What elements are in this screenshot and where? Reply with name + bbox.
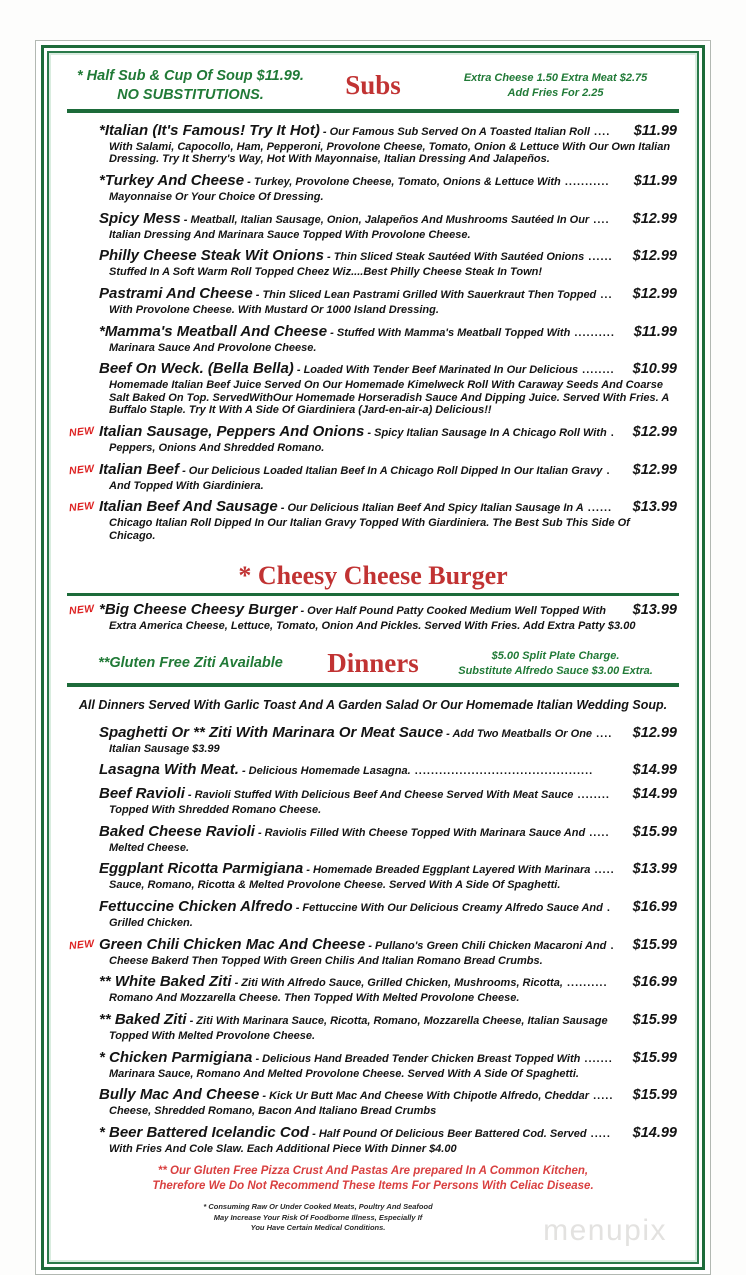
subs-item-list bbox=[67, 122, 679, 543]
item-description-continued: With Fries And Cole Slaw. Each Additional Piece With Dinner $4.00 bbox=[109, 1142, 457, 1155]
menu-item-line bbox=[99, 172, 677, 190]
item-name: ** White Baked Ziti bbox=[99, 973, 232, 991]
menu-item-text bbox=[99, 360, 629, 378]
item-name: *Turkey And Cheese bbox=[99, 171, 245, 189]
item-description: - Pullano's Green Chili Chicken Macaroni And bbox=[365, 939, 607, 952]
item-name: Italian Beef And Sausage bbox=[99, 498, 278, 516]
item-name: ** Baked Ziti bbox=[99, 1011, 187, 1029]
item-name: Pastrami And Cheese bbox=[99, 284, 253, 302]
cheesy-burger-section-title: * Cheesy Cheese Burger bbox=[238, 560, 508, 590]
dot-leader: ...... bbox=[583, 502, 613, 515]
menu-item-line bbox=[99, 323, 677, 341]
menupix-watermark: menupix bbox=[543, 1213, 667, 1247]
new-badge: NEW bbox=[68, 602, 95, 617]
menu-item bbox=[69, 172, 677, 204]
dot-leader: .... bbox=[589, 213, 610, 226]
item-description-continued: Italian Dressing And Marinara Sauce Topped With Provolone Cheese. bbox=[109, 228, 471, 241]
item-description-continued: Sauce, Romano, Ricotta & Melted Provolone Cheese. Served With A Side Of Spaghetti. bbox=[109, 879, 561, 892]
menu-item-line bbox=[99, 1124, 677, 1142]
menu-item-text bbox=[99, 247, 629, 265]
menu-item bbox=[69, 601, 677, 633]
item-price: $12.99 bbox=[632, 724, 677, 741]
menu-frame-outer bbox=[35, 40, 711, 1275]
dot-leader: .......... bbox=[562, 977, 608, 990]
dinners-item-list bbox=[67, 724, 679, 1156]
item-name: Lasagna With Meat. bbox=[99, 761, 239, 779]
new-badge: NEW bbox=[68, 500, 95, 515]
menu-item-text bbox=[99, 423, 629, 441]
dot-leader: . bbox=[602, 902, 611, 915]
extra-cheese-meat-note: Extra Cheese 1.50 Extra Meat $2.75 bbox=[463, 72, 648, 84]
item-description-continued: With Provolone Cheese. With Mustard Or 1000 Island Dressing. bbox=[109, 303, 439, 316]
item-name: * Beer Battered Icelandic Cod bbox=[99, 1123, 310, 1141]
menu-item-line bbox=[99, 122, 677, 140]
menu-item bbox=[69, 498, 677, 542]
item-description-continued: Grilled Chicken. bbox=[109, 917, 193, 930]
menu-item-text bbox=[99, 1011, 629, 1029]
item-description: - Spicy Italian Sausage In A Chicago Roll With bbox=[364, 427, 607, 440]
menu-item-line bbox=[99, 1011, 677, 1029]
item-description: - Our Delicious Italian Beef And Spicy Italian Sausage In A bbox=[277, 502, 584, 515]
item-name: * Chicken Parmigiana bbox=[99, 1048, 253, 1066]
menu-item-text bbox=[99, 936, 629, 954]
item-description: - Our Delicious Loaded Italian Beef In A Chicago Roll Dipped In Our Italian Gravy bbox=[179, 464, 603, 477]
dot-leader: . bbox=[606, 939, 615, 952]
menu-item-text bbox=[99, 498, 629, 516]
menu-item-line bbox=[99, 973, 677, 991]
menu-item bbox=[69, 1011, 677, 1043]
menu-item-text bbox=[99, 724, 629, 742]
menu-item-text bbox=[99, 285, 629, 303]
item-price: $14.99 bbox=[632, 762, 677, 779]
item-name: Philly Cheese Steak Wit Onions bbox=[99, 247, 324, 265]
consumption-disclaimer bbox=[67, 1202, 569, 1234]
item-description: - Loaded With Tender Beef Marinated In Our Delicious bbox=[293, 364, 579, 377]
dot-leader: .... bbox=[592, 727, 613, 740]
item-price: $13.99 bbox=[632, 861, 677, 878]
item-name: Italian Beef bbox=[99, 460, 180, 478]
menu-item-line bbox=[99, 1086, 677, 1104]
menu-item-line bbox=[99, 247, 677, 265]
menu-item-line bbox=[99, 823, 677, 841]
menu-item-text bbox=[99, 973, 629, 991]
item-name: *Mamma's Meatball And Cheese bbox=[99, 322, 328, 340]
item-description-continued: Marinara Sauce, Romano And Melted Provolone Cheese. Served With A Side Of Spaghetti. bbox=[109, 1067, 579, 1080]
item-description: - Raviolis Filled With Cheese Topped With Marinara Sauce And bbox=[254, 826, 586, 839]
menu-item-line bbox=[99, 285, 677, 303]
item-description: - Meatball, Italian Sausage, Onion, Jalapeños And Mushrooms Sautéed In Our bbox=[180, 213, 590, 226]
menu-item bbox=[69, 761, 677, 779]
dinners-right-note bbox=[432, 649, 679, 679]
item-description: - Over Half Pound Patty Cooked Medium Well Topped With bbox=[297, 604, 606, 617]
gluten-free-warning bbox=[67, 1164, 679, 1194]
item-description: - Stuffed With Mamma's Meatball Topped With bbox=[327, 326, 571, 339]
item-price: $11.99 bbox=[633, 323, 677, 340]
item-description: - Half Pound Of Delicious Beer Battered Cod. Served bbox=[309, 1127, 587, 1140]
item-name: Spicy Mess bbox=[99, 209, 181, 227]
dot-leader: ..... bbox=[589, 1090, 614, 1103]
dot-leader: ..... bbox=[585, 826, 610, 839]
menu-frame-border bbox=[41, 45, 705, 1270]
item-name: Green Chili Chicken Mac And Cheese bbox=[99, 935, 366, 953]
substitute-alfredo-note: Substitute Alfredo Sauce $3.00 Extra. bbox=[458, 664, 653, 677]
menu-item-text bbox=[99, 785, 629, 803]
menu-item-line bbox=[99, 761, 677, 779]
item-description: - Ziti With Marinara Sauce, Ricotta, Romano, Mozzarella Cheese, Italian Sausage bbox=[186, 1015, 608, 1028]
menu-item bbox=[69, 247, 677, 279]
item-name: Spaghetti Or ** Ziti With Marinara Or Meat Sauce bbox=[99, 723, 444, 741]
menu-item-text bbox=[99, 323, 630, 341]
menu-item-text bbox=[99, 761, 629, 779]
item-price: $14.99 bbox=[632, 786, 677, 803]
dot-leader: ........ bbox=[578, 364, 615, 377]
menu-frame-inner bbox=[47, 51, 699, 1264]
menu-item-line bbox=[99, 498, 677, 516]
item-price: $15.99 bbox=[632, 1049, 677, 1066]
menu-item-line bbox=[99, 936, 677, 954]
menu-item bbox=[69, 122, 677, 166]
gluten-free-ziti-note: **Gluten Free Ziti Available bbox=[98, 655, 283, 672]
menu-item bbox=[69, 724, 677, 756]
menu-item-text bbox=[99, 1049, 629, 1067]
item-description: - Kick Ur Butt Mac And Cheese With Chipotle Alfredo, Cheddar bbox=[259, 1090, 590, 1103]
menu-item-line bbox=[99, 898, 677, 916]
dot-leader: ..... bbox=[590, 864, 615, 877]
item-description-continued: Romano And Mozzarella Cheese. Then Topped With Melted Provolone Cheese. bbox=[109, 992, 520, 1005]
item-name: Eggplant Ricotta Parmigiana bbox=[99, 860, 304, 878]
item-description: - Delicious Hand Breaded Tender Chicken Breast Topped With bbox=[252, 1052, 581, 1065]
menu-item-text bbox=[99, 898, 629, 916]
dot-leader: .... bbox=[589, 125, 611, 138]
dot-leader: ....... bbox=[580, 1052, 613, 1065]
subs-right-note bbox=[432, 71, 679, 101]
menu-item bbox=[69, 360, 677, 417]
gluten-warning-line2: Therefore We Do Not Recommend These Items For Persons With Celiac Disease. bbox=[152, 1179, 594, 1192]
item-description: - Add Two Meatballs Or One bbox=[443, 727, 593, 740]
subs-left-note bbox=[67, 67, 314, 105]
item-description: - Delicious Homemade Lasagna. bbox=[238, 765, 411, 778]
menu-item-text bbox=[99, 210, 629, 228]
menu-item-line bbox=[99, 423, 677, 441]
dot-leader: ..... bbox=[586, 1127, 611, 1140]
menu-item-line bbox=[99, 601, 677, 619]
menu-item-text bbox=[99, 172, 630, 190]
no-substitutions-note: NO SUBSTITUTIONS. bbox=[117, 86, 264, 103]
menu-item bbox=[69, 860, 677, 892]
item-description-continued: Mayonnaise Or Your Choice Of Dressing. bbox=[109, 190, 324, 203]
new-badge: NEW bbox=[68, 424, 95, 440]
menu-item-line bbox=[99, 461, 677, 479]
item-description-continued: Cheese Bakerd Then Topped With Green Chilis And Italian Romano Bread Crumbs. bbox=[109, 954, 543, 967]
item-price: $13.99 bbox=[632, 601, 677, 618]
item-description-continued: Melted Cheese. bbox=[109, 841, 190, 854]
menu-item-text bbox=[99, 860, 629, 878]
item-name: *Italian (It's Famous! Try It Hot) bbox=[99, 121, 320, 139]
item-price: $10.99 bbox=[632, 361, 677, 378]
item-price: $13.99 bbox=[632, 499, 677, 516]
subs-section-title: Subs bbox=[345, 70, 401, 101]
item-description-continued: Topped With Shredded Romano Cheese. bbox=[109, 804, 322, 817]
menu-item bbox=[69, 1124, 677, 1156]
item-description-continued: Cheese, Shredded Romano, Bacon And Italiano Bread Crumbs bbox=[109, 1105, 437, 1118]
dot-leader: . bbox=[602, 464, 611, 477]
menu-item-text bbox=[99, 601, 629, 619]
new-badge: NEW bbox=[68, 462, 95, 478]
half-sub-soup-note: * Half Sub & Cup Of Soup $11.99. bbox=[77, 68, 304, 84]
menu-item-line bbox=[99, 210, 677, 228]
item-description-continued: Stuffed In A Soft Warm Roll Topped Cheez Wiz....Best Philly Cheese Steak In Town! bbox=[109, 266, 543, 279]
dot-leader: .......... bbox=[570, 326, 615, 339]
item-price: $11.99 bbox=[633, 122, 677, 139]
item-description-continued: And Topped With Giardiniera. bbox=[109, 479, 264, 492]
item-description-continued: Marinara Sauce And Provolone Cheese. bbox=[109, 341, 317, 354]
section-divider bbox=[67, 109, 679, 113]
menu-item bbox=[69, 973, 677, 1005]
menu-item bbox=[69, 785, 677, 817]
disclaimer-line3: You Have Certain Medical Conditions. bbox=[250, 1223, 386, 1233]
split-plate-note: $5.00 Split Plate Charge. bbox=[491, 649, 620, 662]
item-name: Fettuccine Chicken Alfredo bbox=[99, 898, 293, 916]
item-price: $16.99 bbox=[632, 974, 677, 991]
menu-item bbox=[69, 423, 677, 455]
item-price: $12.99 bbox=[632, 424, 677, 441]
disclaimer-line2: May Increase Your Risk Of Foodborne Illness, Especially If bbox=[213, 1212, 423, 1222]
item-name: Italian Sausage, Peppers And Onions bbox=[99, 423, 365, 441]
dot-leader: ........ bbox=[573, 789, 610, 802]
menu-item bbox=[69, 1086, 677, 1118]
item-description-continued: Peppers, Onions And Shredded Romano. bbox=[109, 442, 325, 455]
disclaimer-line1: * Consuming Raw Or Under Cooked Meats, Poultry And Seafood bbox=[203, 1202, 433, 1212]
dot-leader: . bbox=[606, 427, 615, 440]
section-divider bbox=[67, 593, 679, 596]
menu-item bbox=[69, 898, 677, 930]
item-name: Bully Mac And Cheese bbox=[99, 1086, 260, 1104]
menu-item bbox=[69, 323, 677, 355]
dot-leader: ............................................ bbox=[410, 765, 594, 778]
item-description-continued: Topped With Melted Provolone Cheese. bbox=[109, 1030, 316, 1043]
item-name: Beef Ravioli bbox=[99, 785, 185, 803]
menu-item-line bbox=[99, 724, 677, 742]
item-price: $12.99 bbox=[632, 210, 677, 227]
item-price: $12.99 bbox=[632, 285, 677, 302]
item-description-continued: Extra America Cheese, Lettuce, Tomato, Onion And Pickles. Served With Fries. Add Extra Patty $3.00 bbox=[109, 619, 636, 632]
menu-item bbox=[69, 461, 677, 493]
menu-item-text bbox=[99, 823, 629, 841]
dot-leader: ... bbox=[596, 288, 613, 301]
dinners-intro: All Dinners Served With Garlic Toast And A Garden Salad Or Our Homemade Italian Wedding Soup. bbox=[78, 698, 668, 713]
menu-item-text bbox=[99, 122, 630, 140]
menu-item-text bbox=[99, 1086, 629, 1104]
add-fries-note: Add Fries For 2.25 bbox=[507, 86, 604, 99]
item-name: Baked Cheese Ravioli bbox=[99, 822, 255, 840]
menu-item-line bbox=[99, 785, 677, 803]
menu-item-text bbox=[99, 461, 629, 479]
dinners-header bbox=[67, 646, 679, 679]
gluten-warning-line1: ** Our Gluten Free Pizza Crust And Pastas Are prepared In A Common Kitchen, bbox=[157, 1164, 589, 1177]
item-price: $12.99 bbox=[632, 248, 677, 265]
item-price: $15.99 bbox=[632, 1087, 677, 1104]
section-divider bbox=[67, 683, 679, 687]
item-price: $11.99 bbox=[633, 172, 677, 189]
menu-item bbox=[69, 823, 677, 855]
item-description: - Our Famous Sub Served On A Toasted Italian Roll bbox=[319, 125, 590, 138]
new-badge: NEW bbox=[68, 937, 95, 953]
menu-item bbox=[69, 285, 677, 317]
menu-item-text bbox=[99, 1124, 629, 1142]
menu-item-line bbox=[99, 360, 677, 378]
item-price: $12.99 bbox=[632, 461, 677, 478]
item-description: - Ziti With Alfredo Sauce, Grilled Chicken, Mushrooms, Ricotta, bbox=[231, 977, 563, 990]
item-name: Beef On Weck. (Bella Bella) bbox=[99, 360, 294, 378]
item-description: - Thin Sliced Lean Pastrami Grilled With Sauerkraut Then Topped bbox=[252, 288, 597, 301]
item-price: $15.99 bbox=[632, 1012, 677, 1029]
menu-item-line bbox=[99, 860, 677, 878]
item-description-continued: Italian Sausage $3.99 bbox=[109, 742, 220, 755]
item-description: - Turkey, Provolone Cheese, Tomato, Onions & Lettuce With bbox=[244, 175, 561, 188]
burger-item-list bbox=[67, 601, 679, 633]
dinners-section-title: Dinners bbox=[327, 648, 419, 679]
item-name: *Big Cheese Cheesy Burger bbox=[99, 600, 298, 618]
item-price: $15.99 bbox=[632, 936, 677, 953]
menu-item bbox=[69, 210, 677, 242]
dot-leader: ........... bbox=[560, 175, 610, 188]
item-description: - Ravioli Stuffed With Delicious Beef And Cheese Served With Meat Sauce bbox=[184, 789, 574, 802]
menu-item bbox=[69, 1049, 677, 1081]
menu-item bbox=[69, 936, 677, 968]
item-price: $16.99 bbox=[632, 899, 677, 916]
item-description-continued: Homemade Italian Beef Juice Served On Our Homemade Kimelweck Roll With Caraway Seeds And Coarse Salt Baked On Top. ServedWithOur Homemade Horseradish Sauce And Dipping Juice. Served With Fries. A Buffalo Staple. Try It With A Side Of Giardiniera (Jard-en-air-a) Delicious!! bbox=[109, 379, 669, 417]
item-price: $15.99 bbox=[632, 823, 677, 840]
item-description: - Fettuccine With Our Delicious Creamy Alfredo Sauce And bbox=[292, 902, 603, 915]
item-description: - Thin Sliced Steak Sautéed With Sautéed Onions bbox=[323, 251, 585, 264]
item-price: $14.99 bbox=[632, 1124, 677, 1141]
subs-header bbox=[67, 65, 679, 105]
item-description-continued: With Salami, Capocollo, Ham, Pepperoni, Provolone Cheese, Tomato, Onion & Lettuce With Our Own Italian Dressing. Try It Sherry's Way, Hot With Mayonnaise, Italian Dressing And Jalapeños. bbox=[109, 140, 671, 166]
dot-leader: ...... bbox=[584, 251, 613, 264]
menu-item-line bbox=[99, 1049, 677, 1067]
item-description: - Homemade Breaded Eggplant Layered With Marinara bbox=[303, 864, 591, 877]
item-description-continued: Chicago Italian Roll Dipped In Our Italian Gravy Topped With Giardiniera. The Best Sub This Side Of Chicago. bbox=[109, 517, 630, 543]
